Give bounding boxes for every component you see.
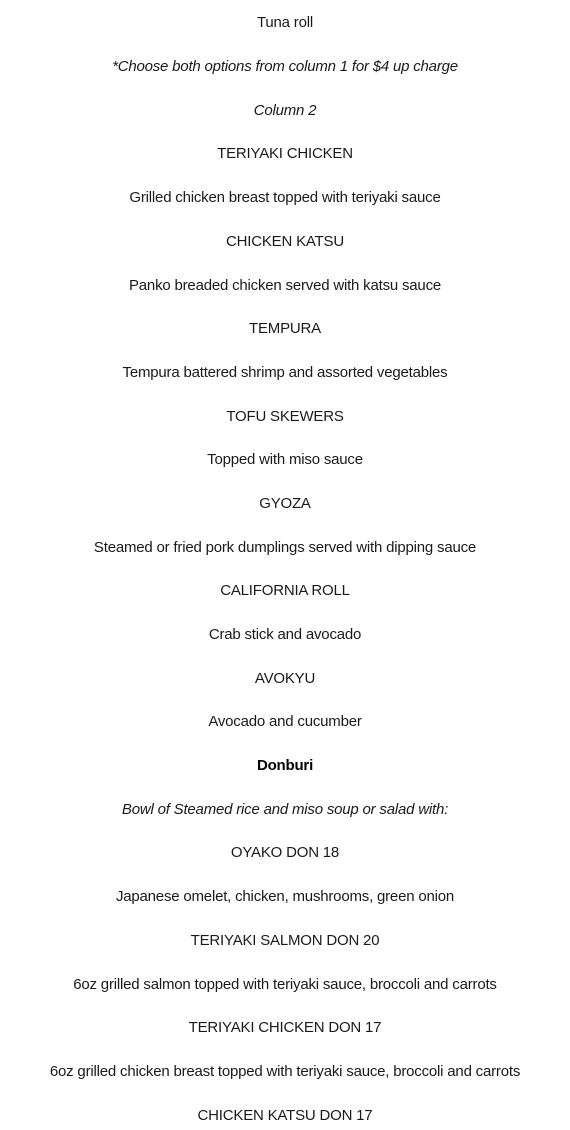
menu-item-description: Panko breaded chicken served with katsu sauce <box>128 277 442 294</box>
upcharge-note: *Choose both options from column 1 for $4 up charge <box>112 58 458 75</box>
menu-item-description: Avocado and cucumber <box>208 713 362 730</box>
menu-item-name: TERIYAKI SALMON DON 20 <box>190 932 380 949</box>
menu-item-description: Topped with miso sauce <box>207 451 363 468</box>
section-subheading: Bowl of Steamed rice and miso soup or salad with: <box>121 801 449 818</box>
menu-item-name: TEMPURA <box>249 320 321 337</box>
menu-item-description: Crab stick and avocado <box>208 626 362 643</box>
menu-item-description: Grilled chicken breast topped with teriyaki sauce <box>129 189 441 206</box>
menu-item-name: TERIYAKI CHICKEN DON 17 <box>188 1019 382 1036</box>
menu-item-name: CHICKEN KATSU <box>226 233 344 250</box>
menu-item-name: AVOKYU <box>254 670 316 687</box>
menu-item-name: GYOZA <box>259 495 311 512</box>
menu-item-description: Tempura battered shrimp and assorted vegetables <box>122 364 448 381</box>
column-heading: Column 2 <box>253 102 317 119</box>
menu-item-description: 6oz grilled salmon topped with teriyaki sauce, broccoli and carrots <box>73 976 497 993</box>
menu-item-name: TERIYAKI CHICKEN <box>217 145 353 162</box>
menu-item-description: 6oz grilled chicken breast topped with teriyaki sauce, broccoli and carrots <box>49 1063 521 1080</box>
menu-item-name: CHICKEN KATSU DON 17 <box>197 1107 373 1124</box>
menu-item-name: TOFU SKEWERS <box>226 408 344 425</box>
menu-item-name: Tuna roll <box>256 14 313 31</box>
section-heading: Donburi <box>256 757 314 774</box>
menu-item-description: Steamed or fried pork dumplings served with dipping sauce <box>93 539 477 556</box>
menu-item-description: Japanese omelet, chicken, mushrooms, green onion <box>115 888 455 905</box>
menu-item-name: OYAKO DON 18 <box>230 844 340 861</box>
menu-item-name: CALIFORNIA ROLL <box>220 582 350 599</box>
